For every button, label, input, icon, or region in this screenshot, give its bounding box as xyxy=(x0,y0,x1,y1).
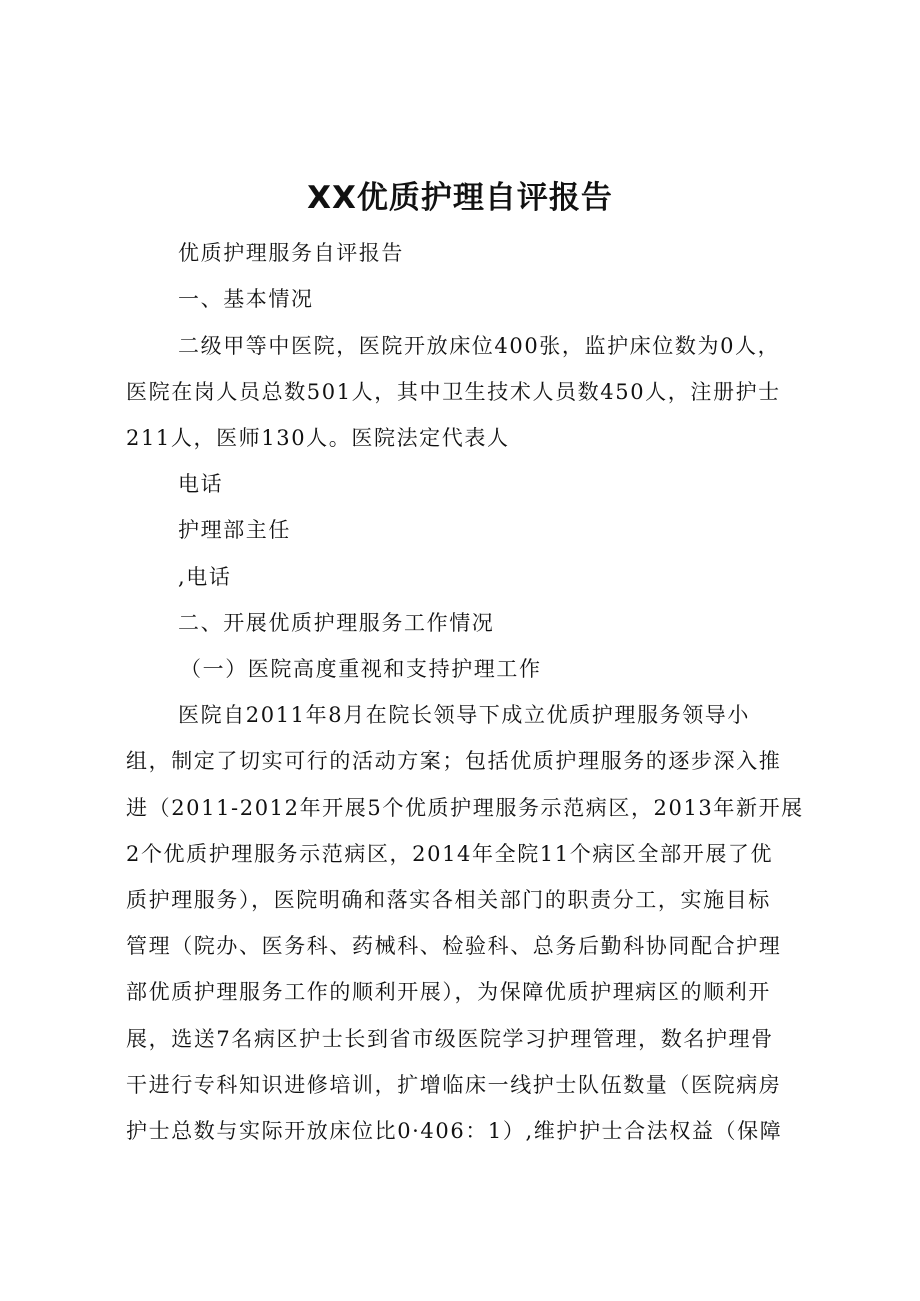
body-line: 组，制定了切实可行的活动方案；包括优质护理服务的逐步深入推 xyxy=(126,749,782,773)
body-line: 展，选送7名病区护士长到省市级医院学习护理管理，数名护理骨 xyxy=(126,1027,774,1051)
subtitle-line: 优质护理服务自评报告 xyxy=(178,241,404,265)
section-heading-basic-info: 一、基本情况 xyxy=(178,287,314,311)
body-line: 质护理服务），医院明确和落实各相关部门的职责分工，实施目标 xyxy=(126,888,771,912)
body-line: 管理（院办、医务科、药械科、检验科、总务后勤科协同配合护理 xyxy=(126,934,782,958)
body-line: 护士总数与实际开放床位比0·406：1）,维护护士合法权益（保障 xyxy=(126,1119,783,1143)
body-line: 二级甲等中医院，医院开放床位400张，监护床位数为0人， xyxy=(178,334,781,358)
body-line: 211人，医师130人。医院法定代表人 xyxy=(126,426,510,450)
body-line: 医院自2011年8月在院长领导下成立优质护理服务领导小 xyxy=(178,703,751,727)
body-line: 进（2011-2012年开展5个优质护理服务示范病区，2013年新开展 xyxy=(126,796,804,820)
body-line: 2个优质护理服务示范病区，2014年全院11个病区全部开展了优 xyxy=(126,842,774,866)
body-line: 医院在岗人员总数501人，其中卫生技术人员数450人，注册护士 xyxy=(126,380,781,404)
body-line-nursing-director: 护理部主任 xyxy=(178,518,291,542)
subsection-heading: （一）医院高度重视和支持护理工作 xyxy=(180,657,542,681)
section-heading-quality-care: 二、开展优质护理服务工作情况 xyxy=(178,611,495,635)
body-line-phone: 电话 xyxy=(178,472,224,496)
body-line: 部优质护理服务工作的顺利开展），为保障优质护理病区的顺利开 xyxy=(126,980,771,1004)
body-line-phone-2: ,电话 xyxy=(178,565,232,589)
body-line: 干进行专科知识进修培训，扩增临床一线护士队伍数量（医院病房 xyxy=(126,1073,782,1097)
document-title: XX优质护理自评报告 xyxy=(307,180,613,216)
